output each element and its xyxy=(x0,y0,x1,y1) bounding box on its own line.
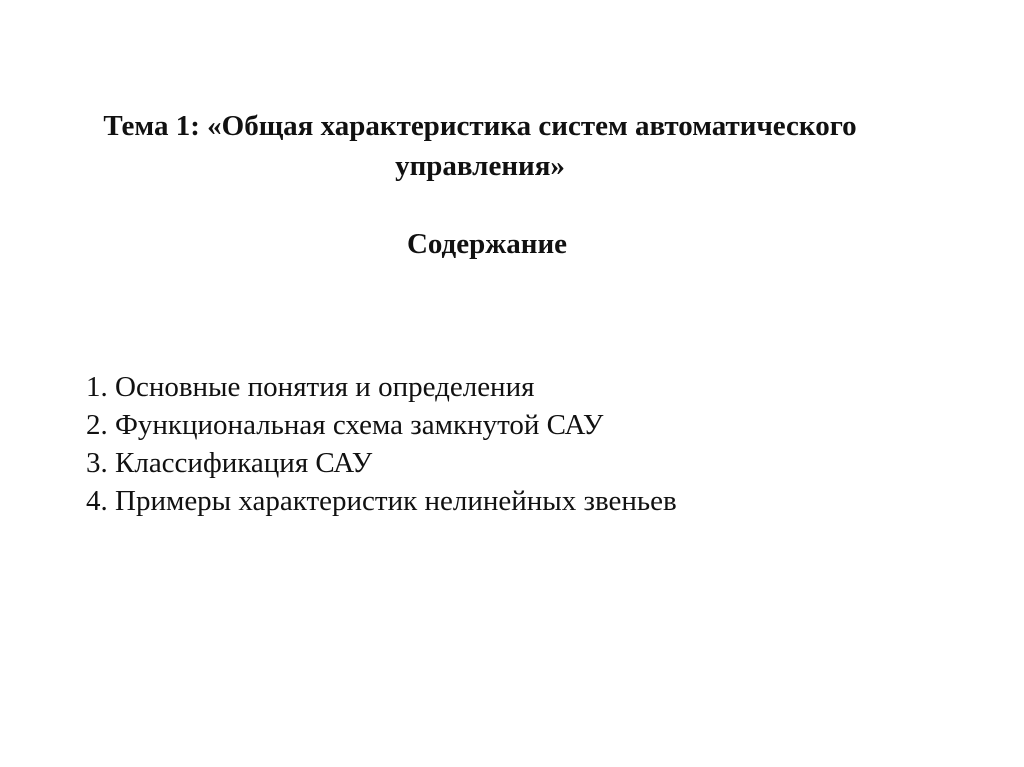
contents-item: 2. Функциональная схема замкнутой САУ xyxy=(86,409,604,441)
contents-heading: Содержание xyxy=(406,228,568,260)
slide-title-line-1: Тема 1: «Общая характеристика систем автоматического xyxy=(103,110,857,142)
slide-title xyxy=(0,106,960,186)
contents-list xyxy=(86,368,677,520)
slide-title-line-2: управления» xyxy=(395,150,565,182)
contents-item: 3. Классификация САУ xyxy=(86,447,373,479)
contents-item: 1. Основные понятия и определения xyxy=(86,371,535,403)
contents-item: 4. Примеры характеристик нелинейных звеньев xyxy=(86,485,677,517)
